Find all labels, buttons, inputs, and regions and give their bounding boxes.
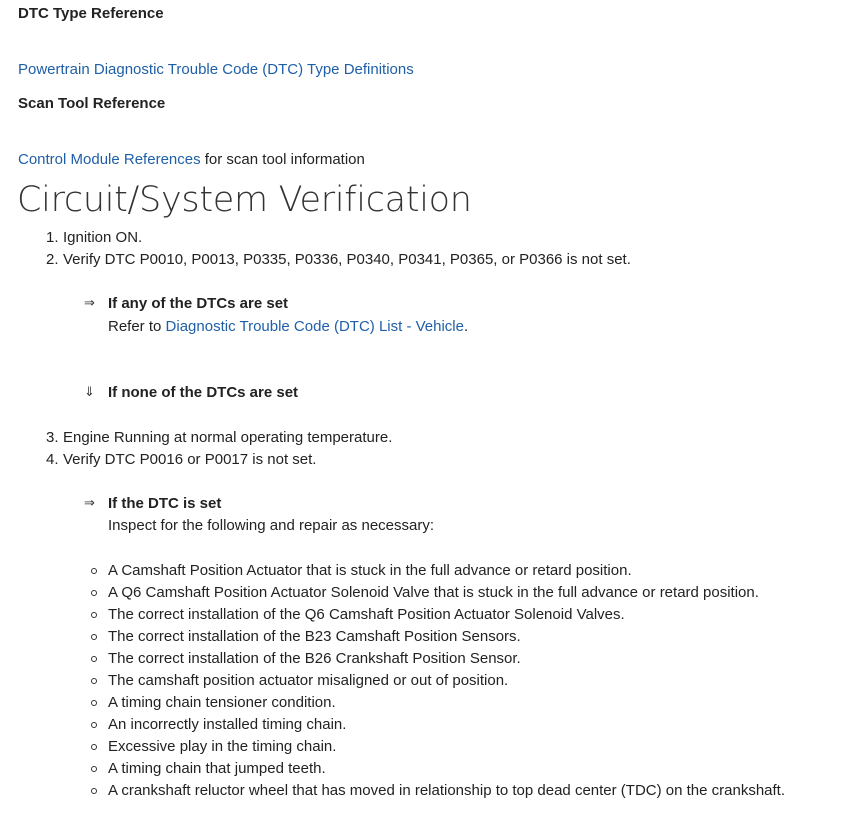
scan-tool-suffix: for scan tool information <box>200 151 365 168</box>
bullet-icon <box>91 590 97 596</box>
branch-dtc-set-heading: If the DTC is set <box>108 495 222 512</box>
inspect-item-1: A Camshaft Position Actuator that is stuck in the full advance or retard position. <box>108 562 632 579</box>
inspect-item-9: Excessive play in the timing chain. <box>108 738 337 755</box>
control-module-references-link[interactable]: Control Module References <box>18 151 201 168</box>
step-1: Ignition ON. <box>63 229 143 246</box>
scan-tool-reference-line <box>18 151 365 168</box>
inspect-item-4: The correct installation of the B23 Camshaft Position Sensors. <box>108 628 521 645</box>
section-title: Circuit/System Verification <box>17 180 472 220</box>
branch-set-prefix: Refer to <box>108 318 166 335</box>
step-3: Engine Running at normal operating temperature. <box>63 429 393 446</box>
step-number-4: 4. <box>46 451 59 468</box>
bullet-icon <box>91 568 97 574</box>
inspect-item-6: The camshaft position actuator misaligned or out of position. <box>108 672 509 689</box>
down-arrow-icon: ⇓ <box>84 385 95 400</box>
bullet-icon <box>91 612 97 618</box>
branch-set-text <box>108 318 468 335</box>
inspect-item-5: The correct installation of the B26 Crankshaft Position Sensor. <box>108 650 521 667</box>
inspect-item-7: A timing chain tensioner condition. <box>108 694 336 711</box>
bullet-icon <box>91 788 97 794</box>
bullet-icon <box>91 722 97 728</box>
right-arrow-icon: ⇒ <box>84 496 95 511</box>
step-4: Verify DTC P0016 or P0017 is not set. <box>63 451 317 468</box>
inspect-item-2: A Q6 Camshaft Position Actuator Solenoid Valve that is stuck in the full advance or retard position. <box>108 584 759 601</box>
step-number-1: 1. <box>46 229 59 246</box>
inspect-item-8: An incorrectly installed timing chain. <box>108 716 347 733</box>
bullet-icon <box>91 656 97 662</box>
branch-set-suffix: . <box>464 318 469 335</box>
bullet-icon <box>91 766 97 772</box>
step-number-3: 3. <box>46 429 59 446</box>
inspect-item-10: A timing chain that jumped teeth. <box>108 760 326 777</box>
dtc-type-reference-heading: DTC Type Reference <box>18 5 164 22</box>
bullet-icon <box>91 634 97 640</box>
branch-dtc-set-text: Inspect for the following and repair as necessary: <box>108 517 435 534</box>
right-arrow-icon: ⇒ <box>84 296 95 311</box>
bullet-icon <box>91 744 97 750</box>
dtc-type-definitions-link[interactable]: Powertrain Diagnostic Trouble Code (DTC) Type Definitions <box>18 61 414 78</box>
inspect-item-3: The correct installation of the Q6 Camshaft Position Actuator Solenoid Valves. <box>108 606 625 623</box>
dtc-list-vehicle-link[interactable]: Diagnostic Trouble Code (DTC) List - Vehicle <box>165 318 464 335</box>
scan-tool-reference-heading: Scan Tool Reference <box>18 95 166 112</box>
bullet-icon <box>91 678 97 684</box>
branch-none-heading: If none of the DTCs are set <box>108 384 299 401</box>
step-number-2: 2. <box>46 251 59 268</box>
bullet-icon <box>91 700 97 706</box>
branch-set-heading: If any of the DTCs are set <box>108 295 289 312</box>
inspect-item-11: A crankshaft reluctor wheel that has moved in relationship to top dead center (TDC) on the crankshaft. <box>108 782 786 799</box>
step-2: Verify DTC P0010, P0013, P0335, P0336, P0340, P0341, P0365, or P0366 is not set. <box>63 251 631 268</box>
